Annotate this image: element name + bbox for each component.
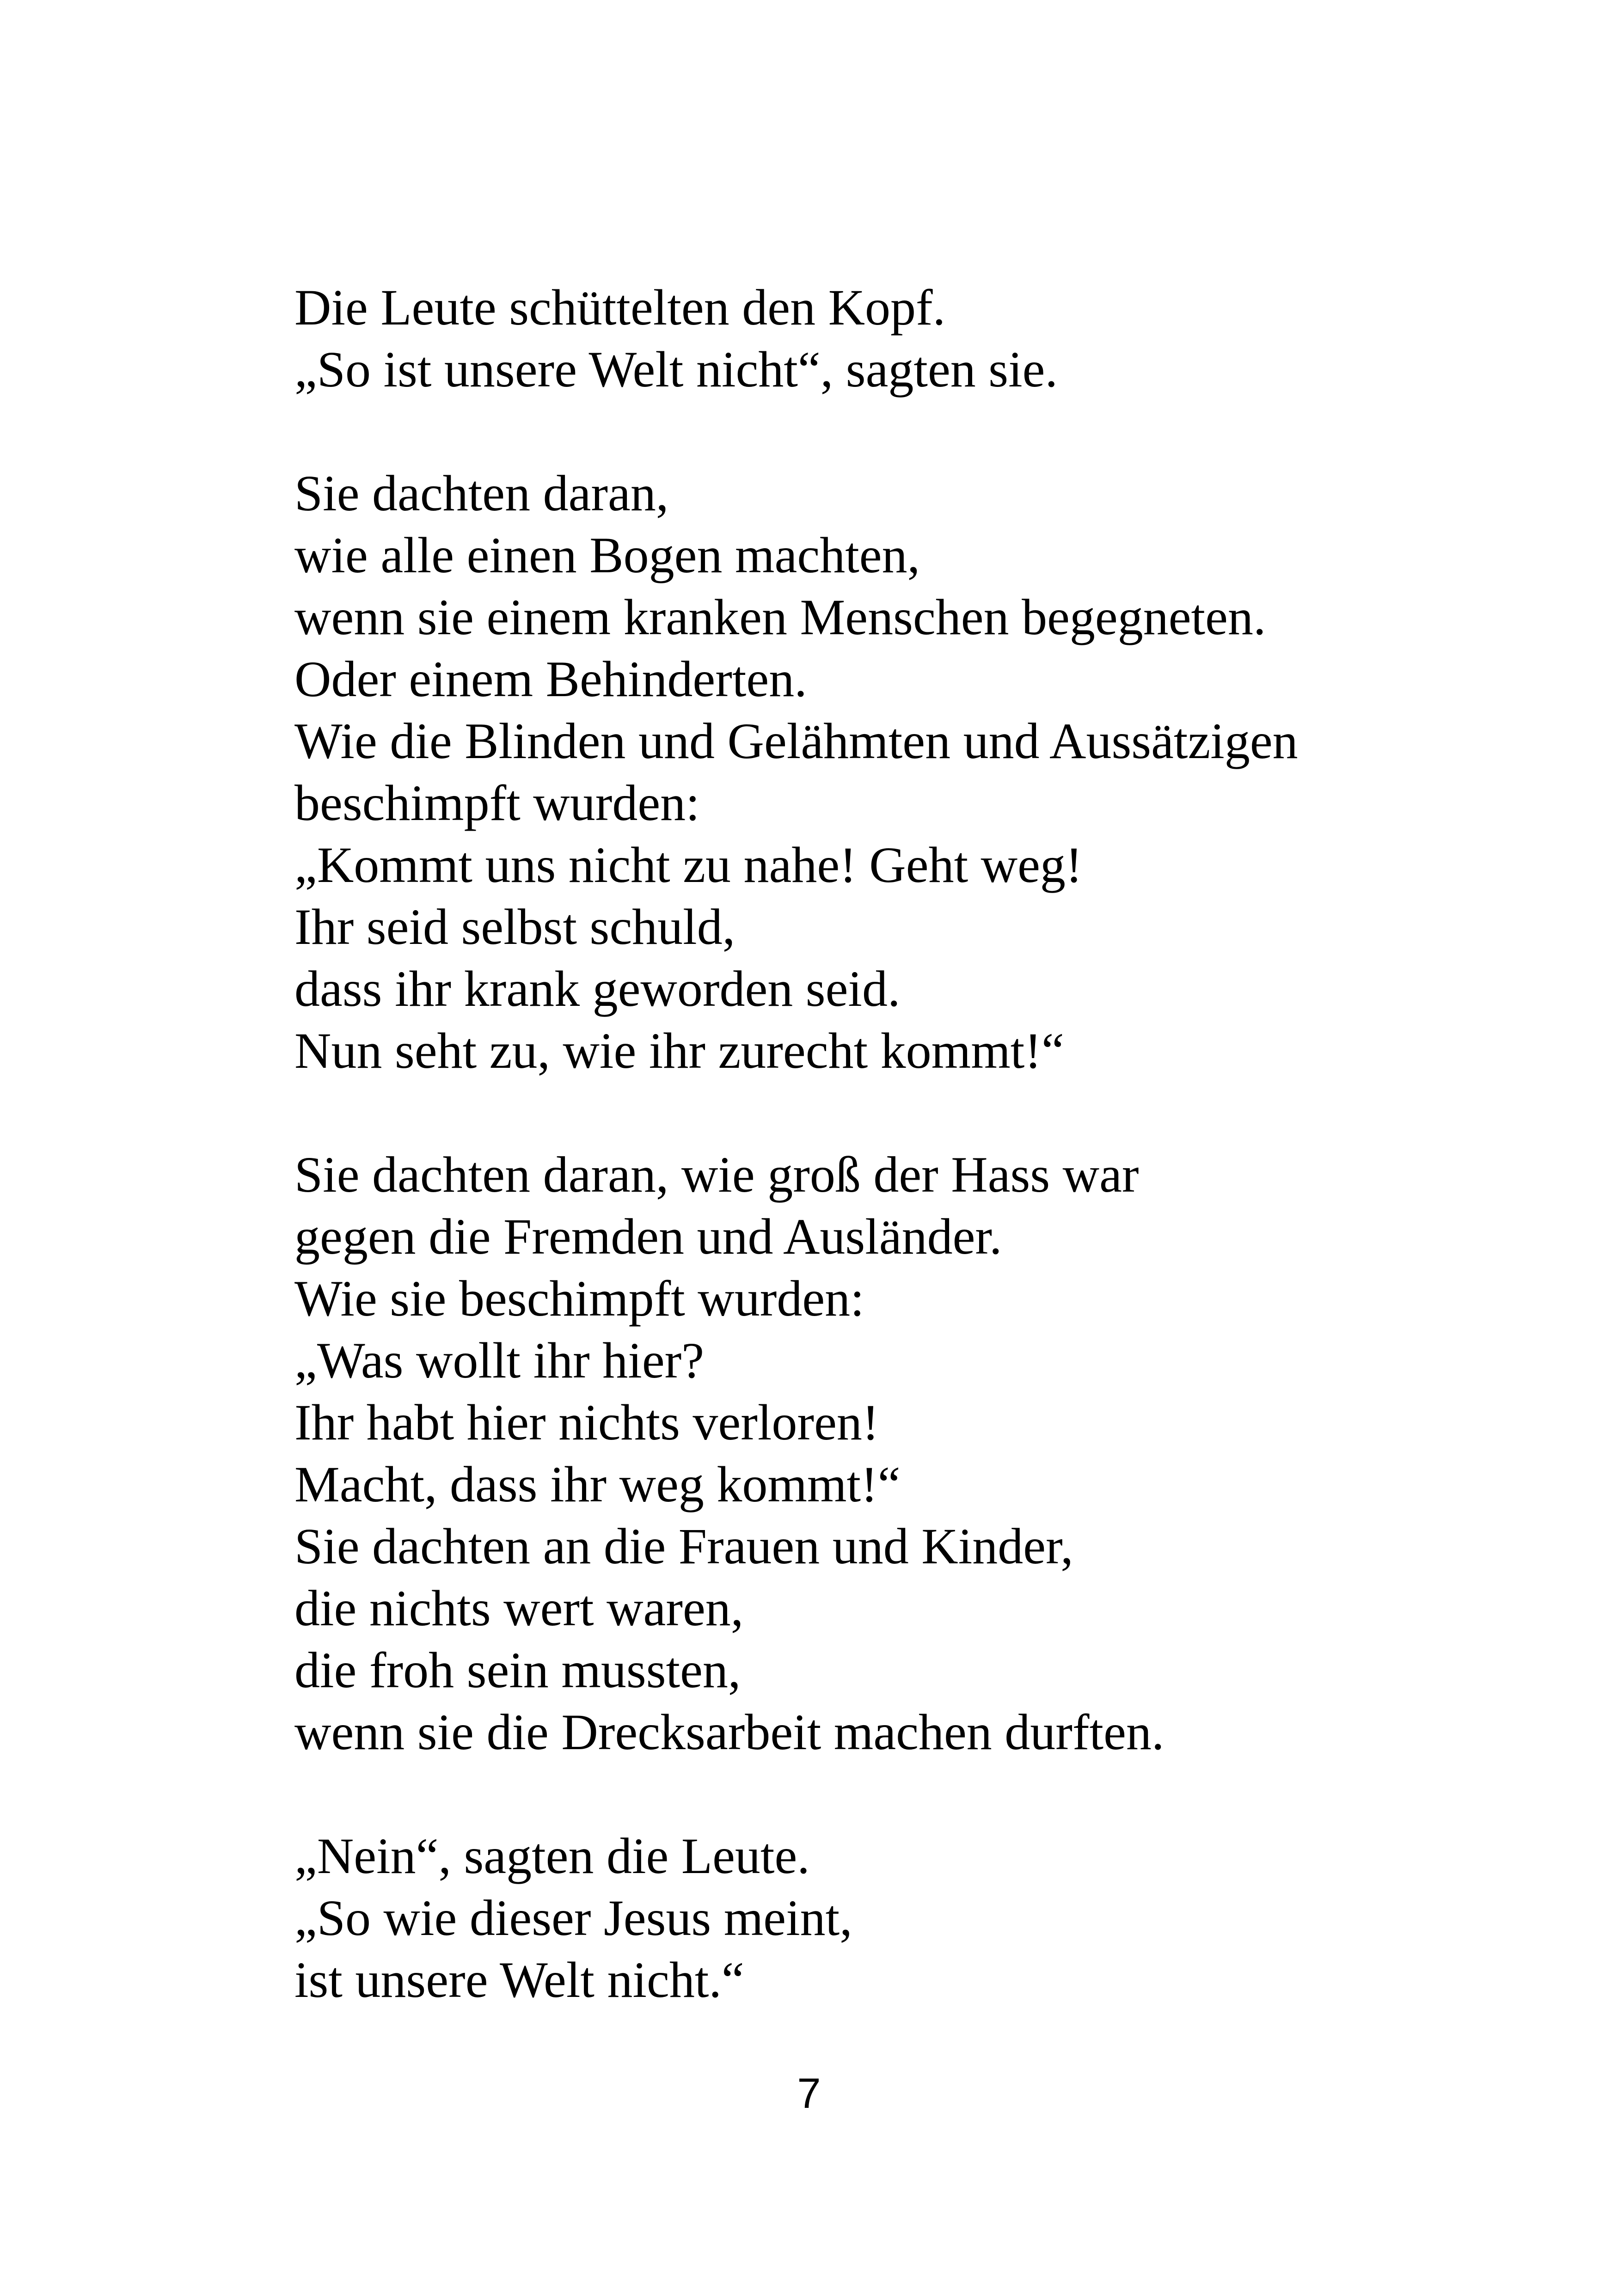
- text-line: dass ihr krank geworden seid.: [294, 961, 901, 1017]
- text-line: die nichts wert waren,: [294, 1580, 744, 1636]
- stanza-4: [294, 1825, 1450, 2011]
- text-line: „So wie dieser Jesus meint,: [294, 1890, 852, 1946]
- text-line: ist unsere Welt nicht.“: [294, 1952, 744, 2008]
- text-line: Nun seht zu, wie ihr zurecht kommt!“: [294, 1022, 1064, 1079]
- text-line: Sie dachten daran, wie groß der Hass war: [294, 1146, 1139, 1203]
- text-line: Wie sie beschimpft wurden:: [294, 1270, 864, 1327]
- text-line: Die Leute schüttelten den Kopf.: [294, 279, 946, 336]
- text-line: „So ist unsere Welt nicht“, sagten sie.: [294, 341, 1058, 398]
- text-line: „Nein“, sagten die Leute.: [294, 1828, 810, 1884]
- text-line: wie alle einen Bogen machten,: [294, 527, 920, 583]
- text-line: gegen die Fremden und Ausländer.: [294, 1208, 1002, 1265]
- text-line: wenn sie die Drecksarbeit machen durften.: [294, 1704, 1164, 1760]
- page-number: 7: [797, 2070, 821, 2117]
- stanza-2: [294, 462, 1450, 1082]
- stanza-1: [294, 276, 1450, 400]
- text-line: Ihr seid selbst schuld,: [294, 899, 735, 955]
- text-line: „Was wollt ihr hier?: [294, 1332, 705, 1389]
- text-line: Wie die Blinden und Gelähmten und Aussätzigen: [294, 713, 1298, 769]
- text-line: Sie dachten daran,: [294, 465, 669, 521]
- text-line: „Kommt uns nicht zu nahe! Geht weg!: [294, 837, 1083, 893]
- text-line: Macht, dass ihr weg kommt!“: [294, 1456, 901, 1512]
- text-line: Sie dachten an die Frauen und Kinder,: [294, 1518, 1073, 1574]
- stanza-3: [294, 1144, 1450, 1763]
- text-line: wenn sie einem kranken Menschen begegneten.: [294, 589, 1266, 645]
- text-line: die froh sein mussten,: [294, 1642, 741, 1698]
- text-line: Ihr habt hier nichts verloren!: [294, 1394, 879, 1451]
- poem-text: [294, 276, 1450, 2011]
- text-line: Oder einem Behinderten.: [294, 651, 807, 707]
- text-line: beschimpft wurden:: [294, 775, 700, 831]
